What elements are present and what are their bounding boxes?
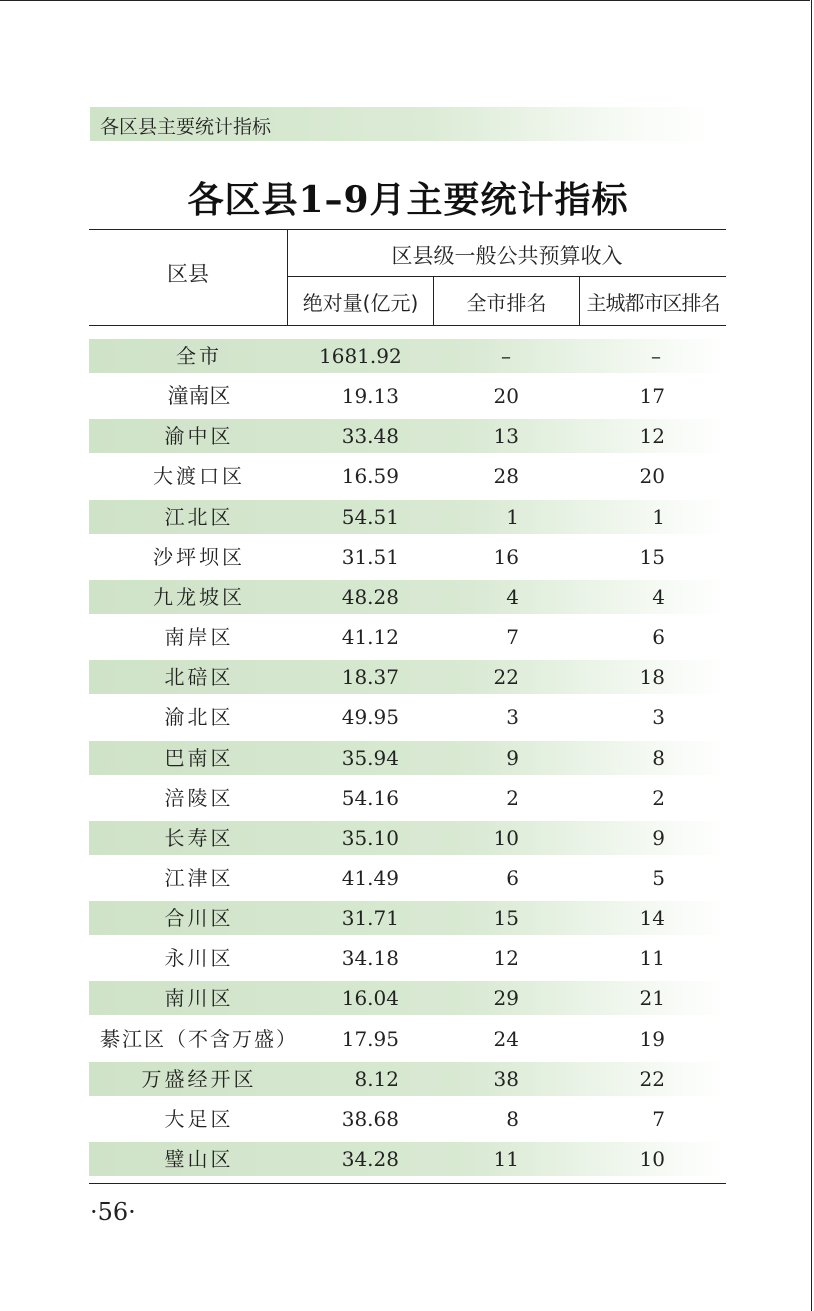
table-row bbox=[89, 1062, 726, 1096]
main-urban-rank-cell: 6 bbox=[652, 625, 665, 649]
table-row bbox=[89, 580, 726, 614]
absolute-value-cell: 16.59 bbox=[341, 464, 399, 488]
absolute-value-cell: 33.48 bbox=[341, 424, 399, 448]
column-header-city-rank: 全市排名 bbox=[466, 291, 547, 315]
absolute-value-cell: 41.12 bbox=[341, 625, 399, 649]
city-rank-cell: 24 bbox=[493, 1027, 519, 1051]
table-row bbox=[89, 540, 726, 574]
main-urban-rank-cell: 9 bbox=[652, 826, 665, 850]
absolute-value-cell: 19.13 bbox=[341, 384, 399, 408]
city-rank-cell: 9 bbox=[506, 746, 519, 770]
district-name-cell: 永川区 bbox=[164, 946, 234, 970]
district-name-cell: 沙坪坝区 bbox=[153, 545, 245, 569]
city-rank-cell: 2 bbox=[506, 786, 519, 810]
city-rank-cell: 7 bbox=[506, 625, 519, 649]
district-name-cell: 江津区 bbox=[164, 866, 234, 890]
absolute-value-cell: 31.71 bbox=[341, 906, 399, 930]
city-rank-cell: 29 bbox=[493, 986, 519, 1010]
city-rank-cell: 15 bbox=[493, 906, 519, 930]
district-name-cell: 全市 bbox=[176, 344, 222, 368]
table-row bbox=[89, 781, 726, 815]
column-header-district: 区县 bbox=[167, 262, 209, 286]
city-rank-cell: 16 bbox=[493, 545, 519, 569]
district-name-cell: 大渡口区 bbox=[153, 464, 245, 488]
city-rank-cell: 12 bbox=[493, 946, 519, 970]
city-rank-cell: 3 bbox=[506, 705, 519, 729]
main-urban-rank-cell: 22 bbox=[639, 1067, 665, 1091]
table-row bbox=[89, 1102, 726, 1136]
city-rank-cell: 28 bbox=[493, 464, 519, 488]
district-name-cell: 南岸区 bbox=[164, 625, 234, 649]
main-urban-rank-cell: 5 bbox=[652, 866, 665, 890]
main-urban-rank-cell: 2 bbox=[652, 786, 665, 810]
absolute-value-cell: 31.51 bbox=[341, 545, 399, 569]
table-row bbox=[89, 901, 726, 935]
city-rank-cell: – bbox=[501, 344, 511, 368]
main-urban-rank-cell: 14 bbox=[639, 906, 665, 930]
district-name-cell: 万盛经开区 bbox=[141, 1067, 257, 1091]
table-row bbox=[89, 981, 726, 1015]
main-urban-rank-cell: 20 bbox=[639, 464, 665, 488]
district-name-cell: 綦江区（不含万盛） bbox=[100, 1027, 298, 1051]
district-name-cell: 潼南区 bbox=[167, 384, 231, 408]
city-rank-cell: 8 bbox=[506, 1107, 519, 1131]
table-row bbox=[89, 941, 726, 975]
district-name-cell: 巴南区 bbox=[164, 746, 234, 770]
page-title: 各区县1–9月主要统计指标 bbox=[187, 179, 629, 221]
absolute-value-cell: 41.49 bbox=[341, 866, 399, 890]
header-bottom-rule bbox=[89, 325, 726, 326]
table-row bbox=[89, 660, 726, 694]
table-row bbox=[89, 1022, 726, 1056]
table-row bbox=[89, 500, 726, 534]
district-name-cell: 渝中区 bbox=[164, 424, 234, 448]
header-sub-rule bbox=[288, 276, 726, 277]
city-rank-cell: 10 bbox=[493, 826, 519, 850]
absolute-value-cell: 1681.92 bbox=[319, 344, 402, 368]
table-row bbox=[89, 1142, 726, 1176]
city-rank-cell: 6 bbox=[506, 866, 519, 890]
district-name-cell: 大足区 bbox=[164, 1107, 234, 1131]
main-urban-rank-cell: 15 bbox=[639, 545, 665, 569]
district-name-cell: 长寿区 bbox=[164, 826, 234, 850]
page-frame-top bbox=[0, 0, 810, 1]
district-name-cell: 九龙坡区 bbox=[153, 585, 245, 609]
column-header-budget-revenue: 区县级一般公共预算收入 bbox=[391, 244, 623, 268]
absolute-value-cell: 38.68 bbox=[341, 1107, 399, 1131]
column-header-absolute: 绝对量(亿元) bbox=[302, 291, 419, 315]
city-rank-cell: 11 bbox=[493, 1147, 519, 1171]
table-row bbox=[89, 379, 726, 413]
main-urban-rank-cell: 21 bbox=[639, 986, 665, 1010]
page-frame-right bbox=[811, 0, 812, 1311]
main-urban-rank-cell: 11 bbox=[639, 946, 665, 970]
table-row bbox=[89, 700, 726, 734]
main-urban-rank-cell: 1 bbox=[652, 505, 665, 529]
absolute-value-cell: 34.18 bbox=[341, 946, 399, 970]
city-rank-cell: 4 bbox=[506, 585, 519, 609]
table-row bbox=[89, 459, 726, 493]
section-header-band bbox=[90, 107, 710, 141]
section-header-label: 各区县主要统计指标 bbox=[100, 116, 272, 138]
absolute-value-cell: 35.10 bbox=[341, 826, 399, 850]
table-top-rule bbox=[89, 229, 726, 230]
district-name-cell: 璧山区 bbox=[164, 1147, 234, 1171]
absolute-value-cell: 17.95 bbox=[341, 1027, 399, 1051]
page-number: ·56· bbox=[90, 1198, 136, 1226]
table-row bbox=[89, 620, 726, 654]
city-rank-cell: 1 bbox=[506, 505, 519, 529]
main-urban-rank-cell: 19 bbox=[639, 1027, 665, 1051]
absolute-value-cell: 54.16 bbox=[341, 786, 399, 810]
table-row bbox=[89, 861, 726, 895]
absolute-value-cell: 8.12 bbox=[354, 1067, 399, 1091]
absolute-value-cell: 49.95 bbox=[341, 705, 399, 729]
main-urban-rank-cell: 18 bbox=[639, 665, 665, 689]
column-header-main-urban-rank: 主城都市区排名 bbox=[586, 291, 720, 315]
district-name-cell: 渝北区 bbox=[164, 705, 234, 729]
main-urban-rank-cell: 7 bbox=[652, 1107, 665, 1131]
main-urban-rank-cell: 8 bbox=[652, 746, 665, 770]
main-urban-rank-cell: – bbox=[651, 344, 661, 368]
absolute-value-cell: 18.37 bbox=[341, 665, 399, 689]
main-urban-rank-cell: 12 bbox=[639, 424, 665, 448]
absolute-value-cell: 34.28 bbox=[341, 1147, 399, 1171]
absolute-value-cell: 16.04 bbox=[341, 986, 399, 1010]
district-name-cell: 南川区 bbox=[164, 986, 234, 1010]
city-rank-cell: 22 bbox=[493, 665, 519, 689]
district-name-cell: 北碚区 bbox=[164, 665, 234, 689]
city-rank-cell: 20 bbox=[493, 384, 519, 408]
district-name-cell: 江北区 bbox=[164, 505, 234, 529]
city-rank-cell: 38 bbox=[493, 1067, 519, 1091]
absolute-value-cell: 35.94 bbox=[341, 746, 399, 770]
table-row bbox=[89, 419, 726, 453]
district-name-cell: 合川区 bbox=[164, 906, 234, 930]
district-name-cell: 涪陵区 bbox=[164, 786, 234, 810]
main-urban-rank-cell: 17 bbox=[639, 384, 665, 408]
main-urban-rank-cell: 10 bbox=[639, 1147, 665, 1171]
absolute-value-cell: 48.28 bbox=[341, 585, 399, 609]
main-urban-rank-cell: 4 bbox=[652, 585, 665, 609]
table-bottom-rule bbox=[89, 1183, 726, 1184]
table-row bbox=[89, 339, 726, 373]
table-row bbox=[89, 821, 726, 855]
city-rank-cell: 13 bbox=[493, 424, 519, 448]
main-urban-rank-cell: 3 bbox=[652, 705, 665, 729]
table-row bbox=[89, 741, 726, 775]
absolute-value-cell: 54.51 bbox=[341, 505, 399, 529]
